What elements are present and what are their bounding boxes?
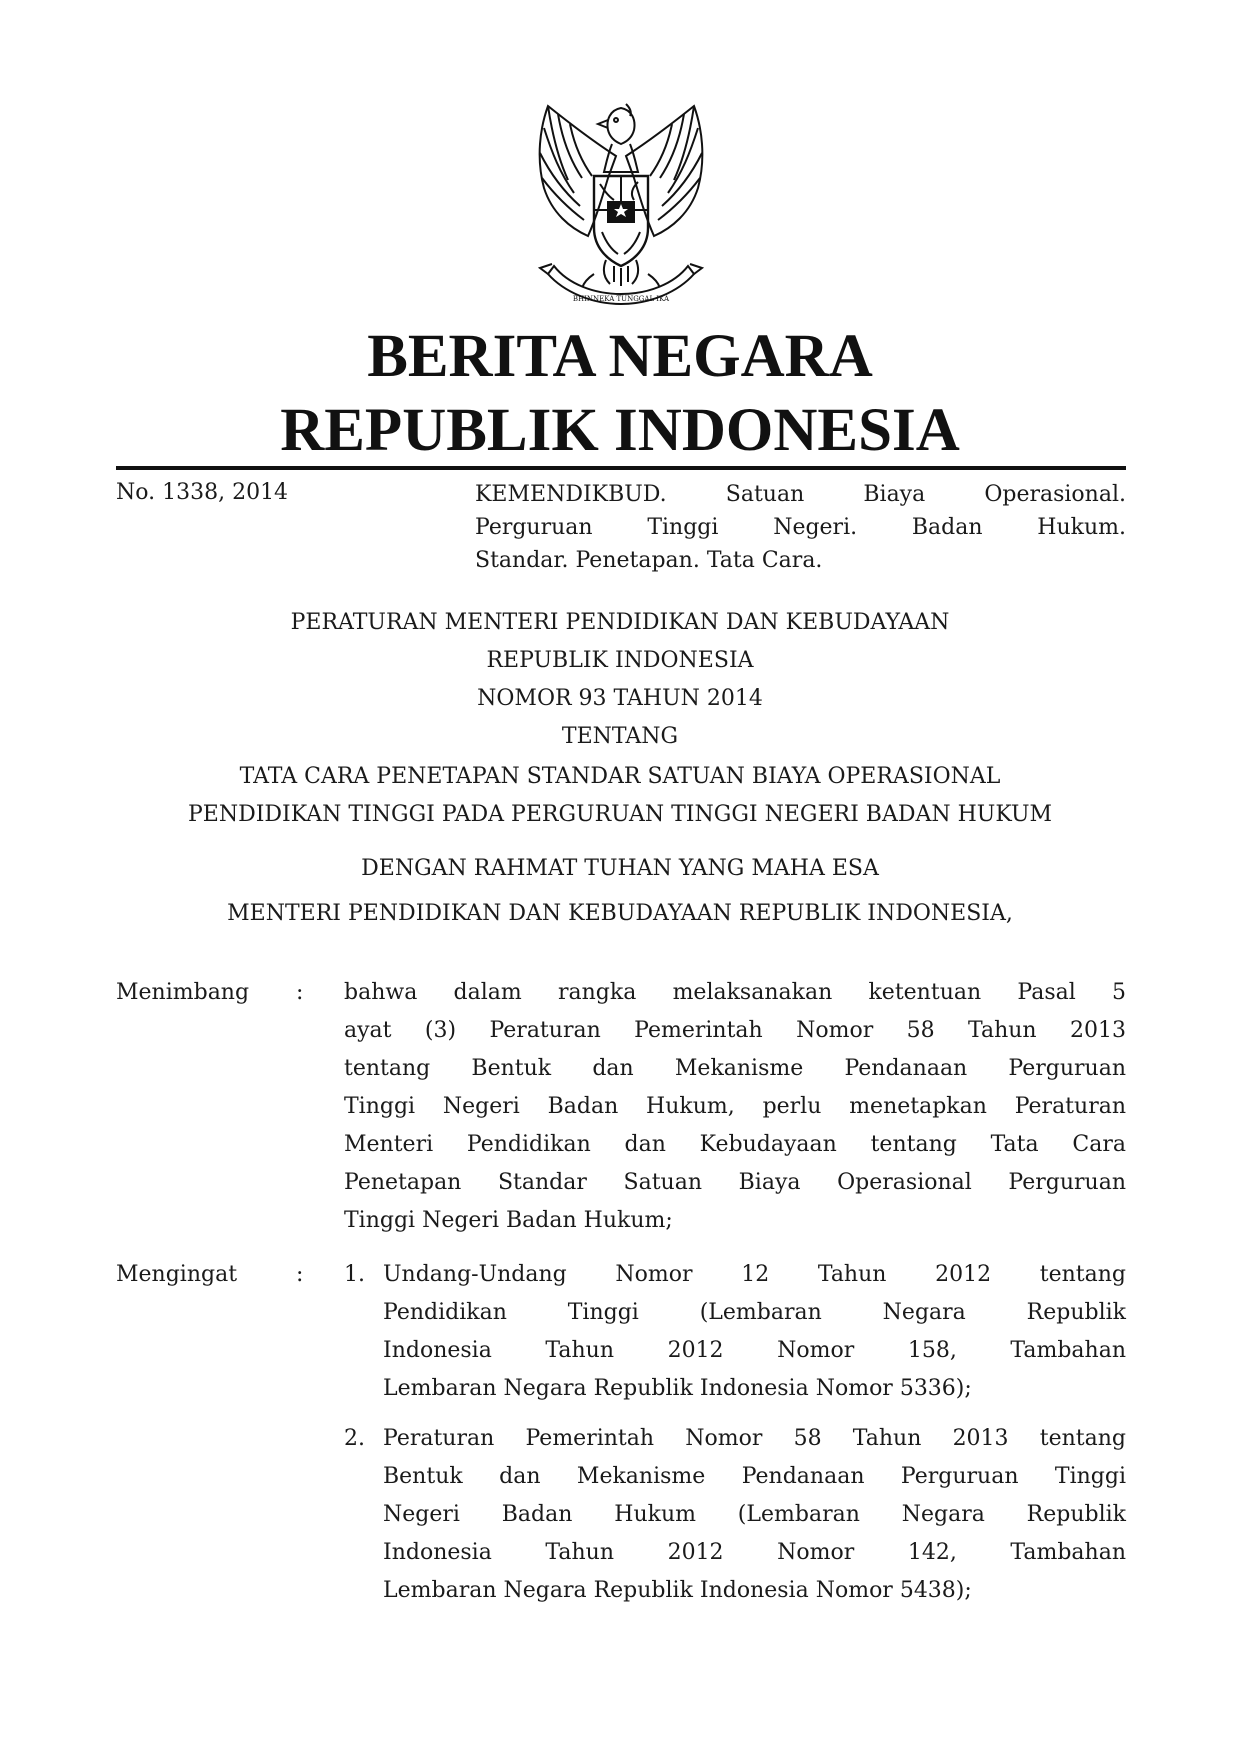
text-line: bahwa dalam rangka melaksanakan ketentuan Pasal 5 xyxy=(344,980,1126,1005)
title-line: TENTANG xyxy=(561,724,679,749)
menimbang-colon: : xyxy=(296,980,304,1005)
text-line: Bentuk dan Mekanisme Pendanaan Perguruan Tinggi xyxy=(383,1464,1126,1489)
header-rule xyxy=(116,466,1126,470)
gazette-subject xyxy=(475,478,1126,577)
gazette-number: No. 1338, 2014 xyxy=(116,480,289,505)
text-line: Penetapan Standar Satuan Biaya Operasional Perguruan xyxy=(344,1170,1126,1195)
subject-line: Standar. Penetapan. Tata Cara. xyxy=(475,548,823,573)
text-line: Negeri Badan Hukum (Lembaran Negara Republik xyxy=(383,1502,1126,1527)
minister-title xyxy=(0,895,1240,933)
title-line: NOMOR 93 TAHUN 2014 xyxy=(477,686,763,711)
regulation-title xyxy=(0,604,1240,756)
title-line: REPUBLIK INDONESIA xyxy=(486,648,754,673)
regulation-subject xyxy=(0,758,1240,834)
title-line: PERATURAN MENTERI PENDIDIKAN DAN KEBUDAYAAN xyxy=(290,610,950,635)
minister-text: MENTERI PENDIDIKAN DAN KEBUDAYAAN REPUBLIK INDONESIA, xyxy=(227,901,1013,926)
masthead-title: BERITA NEGARA xyxy=(367,323,873,390)
motto-text: BHINNEKA TUNGGAL IKA xyxy=(572,295,670,303)
text-line: Peraturan Pemerintah Nomor 58 Tahun 2013 tentang xyxy=(383,1426,1126,1451)
item-number: 2. xyxy=(344,1426,365,1451)
mengingat-label: Mengingat xyxy=(116,1262,238,1287)
text-line: Undang-Undang Nomor 12 Tahun 2012 tentang xyxy=(383,1262,1126,1287)
text-line: Pendidikan Tinggi (Lembaran Negara Republik xyxy=(383,1300,1126,1325)
text-line: Tinggi Negeri Badan Hukum; xyxy=(344,1208,673,1233)
text-line: Menteri Pendidikan dan Kebudayaan tentang Tata Cara xyxy=(344,1132,1126,1157)
text-line: ayat (3) Peraturan Pemerintah Nomor 58 Tahun 2013 xyxy=(344,1018,1126,1043)
text-line: Indonesia Tahun 2012 Nomor 158, Tambahan xyxy=(383,1338,1126,1363)
invocation-text: DENGAN RAHMAT TUHAN YANG MAHA ESA xyxy=(361,856,879,881)
text-line: tentang Bentuk dan Mekanisme Pendanaan Perguruan xyxy=(344,1056,1126,1081)
masthead-subtitle: REPUBLIK INDONESIA xyxy=(280,397,960,464)
text-line: Lembaran Negara Republik Indonesia Nomor 5336); xyxy=(383,1376,972,1401)
subject-line: Perguruan Tinggi Negeri. Badan Hukum. xyxy=(475,515,1126,540)
title-line: PENDIDIKAN TINGGI PADA PERGURUAN TINGGI NEGERI BADAN HUKUM xyxy=(187,802,1053,827)
title-line: TATA CARA PENETAPAN STANDAR SATUAN BIAYA OPERASIONAL xyxy=(239,764,1001,789)
text-line: Lembaran Negara Republik Indonesia Nomor 5438); xyxy=(383,1578,972,1603)
menimbang-label: Menimbang xyxy=(116,980,250,1005)
text-line: Indonesia Tahun 2012 Nomor 142, Tambahan xyxy=(383,1540,1126,1565)
garuda-emblem xyxy=(518,98,724,308)
subject-line: KEMENDIKBUD. Satuan Biaya Operasional. xyxy=(475,482,1126,507)
mengingat-colon: : xyxy=(296,1262,304,1287)
text-line: Tinggi Negeri Badan Hukum, perlu menetapkan Peraturan xyxy=(344,1094,1126,1119)
mengingat-item xyxy=(383,1256,1126,1408)
invocation xyxy=(0,850,1240,888)
item-number: 1. xyxy=(344,1262,365,1287)
mengingat-item xyxy=(383,1420,1126,1610)
menimbang-text xyxy=(344,974,1126,1240)
